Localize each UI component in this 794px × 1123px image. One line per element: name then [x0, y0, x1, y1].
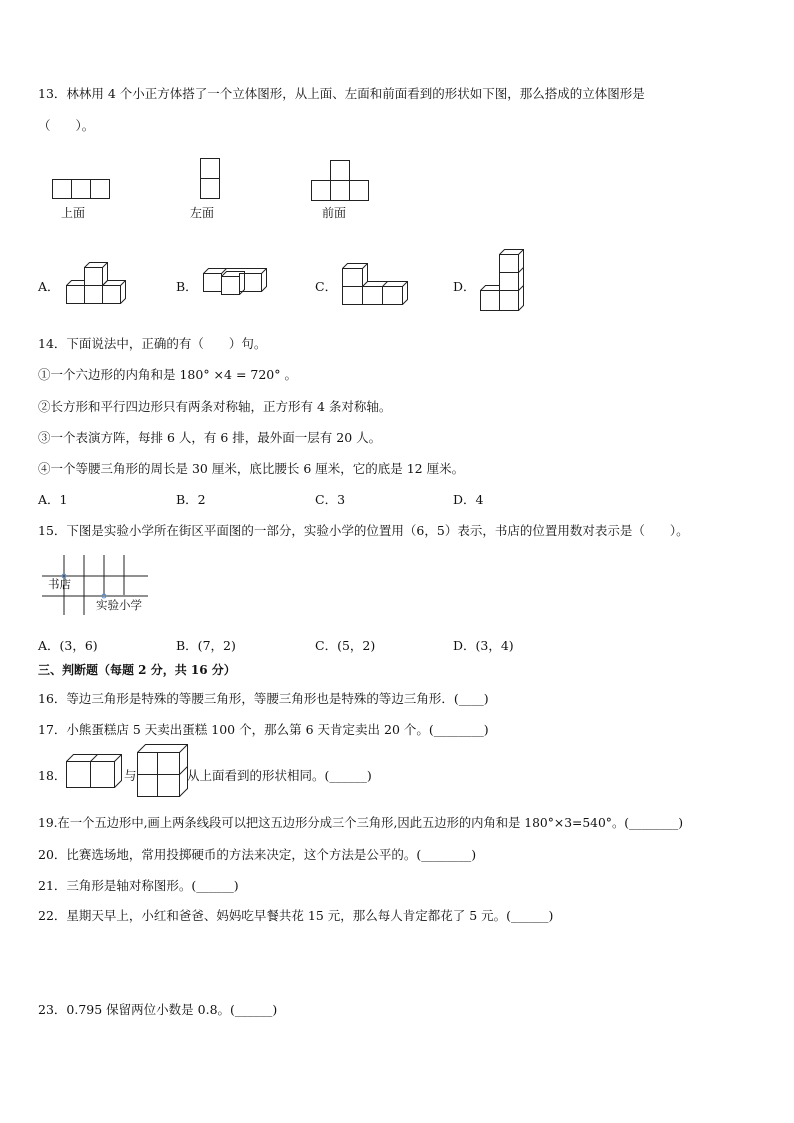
q14-statement-1: ①一个六边形的内角和是 180° ×4 = 720° 。: [38, 367, 297, 382]
q13-view-left-label: 左面: [190, 206, 215, 220]
q13-option-b-figure: [203, 268, 271, 298]
q16-text: 16．等边三角形是特殊的等腰三角形，等腰三角形也是特殊的等边三角形．(____): [38, 691, 489, 706]
q13-view-top: [52, 179, 112, 201]
q15-option-d[interactable]: D．(3，4): [453, 638, 514, 653]
q20-text: 20．比赛选场地，常用投掷硬币的方法来决定，这个方法是公平的。(________): [38, 847, 477, 862]
q13-stem-line1: 13．林林用 4 个小正方体搭了一个立体图形，从上面、左面和前面看到的形状如下图，那么搭成的立体图形是: [38, 86, 645, 101]
q17-text: 17．小熊蛋糕店 5 天卖出蛋糕 100 个，那么第 6 天肯定卖出 20 个。(________): [38, 722, 489, 737]
q15-option-b[interactable]: B．(7，2): [176, 638, 236, 653]
q13-view-left: [200, 158, 222, 200]
q13-view-front-label: 前面: [322, 206, 347, 220]
q18-tail: 从上面看到的形状相同。(______): [187, 768, 372, 783]
q13-option-d-figure: [480, 249, 526, 313]
q14-statement-4: ④一个等腰三角形的周长是 30 厘米，底比腰长 6 厘米，它的底是 12 厘米。: [38, 461, 465, 476]
q15-option-a[interactable]: A．(3，6): [38, 638, 98, 653]
q18-number: 18．: [38, 768, 67, 783]
q14-statement-2: ②长方形和平行四边形只有两条对称轴，正方形有 4 条对称轴。: [38, 399, 392, 414]
q14-statement-3: ③一个表演方阵，每排 6 人，有 6 排，最外面一层有 20 人。: [38, 430, 382, 445]
q14-option-c[interactable]: C．3: [315, 492, 346, 507]
q19-text: 19.在一个五边形中,画上两条线段可以把这五边形分成三个三角形,因此五边形的内角和是 180°×3=540°。(________): [38, 816, 684, 830]
q13-option-b[interactable]: B．: [176, 279, 198, 294]
q23-text: 23．0.795 保留两位小数是 0.8。(______): [38, 1002, 278, 1017]
q14-option-a[interactable]: A．1: [38, 492, 68, 507]
q15-option-c[interactable]: C．(5，2): [315, 638, 376, 653]
q13-option-c-figure: [342, 263, 410, 307]
q14-option-d[interactable]: D．4: [453, 492, 484, 507]
q13-view-front: [311, 160, 373, 202]
section-3-heading: 三、判断题（每题 2 分，共 16 分）: [38, 663, 236, 677]
q13-option-a[interactable]: A．: [38, 279, 60, 294]
q13-stem-line2: （ ）。: [38, 118, 95, 133]
q18-figure-right: [137, 744, 189, 800]
q18-figure-left: [66, 754, 126, 792]
q15-bookstore-label: 书店: [48, 577, 71, 591]
q22-text: 22．星期天早上，小红和爸爸、妈妈吃早餐共花 15 元，那么每人肯定都花了 5 元。(______): [38, 908, 554, 923]
q13-option-c[interactable]: C．: [315, 279, 338, 294]
q14-option-b[interactable]: B．2: [176, 492, 206, 507]
q15-school-label: 实验小学: [96, 598, 142, 612]
q13-option-d[interactable]: D．: [453, 279, 476, 294]
q13-view-top-label: 上面: [61, 206, 86, 220]
q21-text: 21．三角形是轴对称图形。(______): [38, 878, 239, 893]
q13-option-a-figure: [66, 261, 132, 307]
q18-mid: 与: [124, 768, 137, 783]
q15-map-markers: [60, 570, 110, 610]
q14-stem: 14．下面说法中，正确的有（ ）句。: [38, 336, 267, 351]
q15-stem: 15．下图是实验小学所在街区平面图的一部分，实验小学的位置用（6，5）表示，书店的位置用数对表示是（ ）。: [38, 523, 689, 538]
